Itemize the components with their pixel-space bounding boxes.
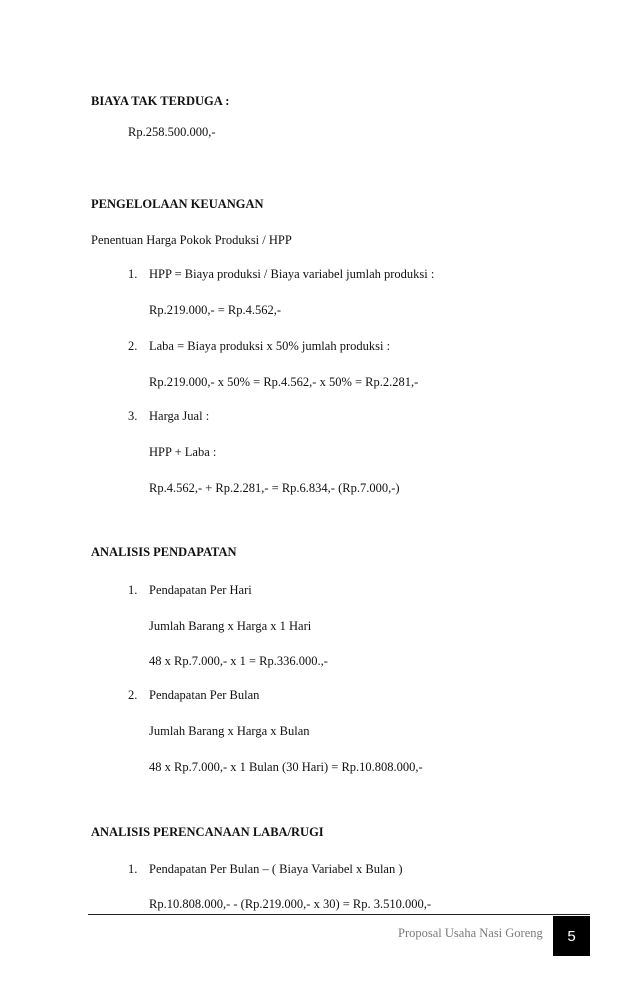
formula-line: 48 x Rp.7.000,- x 1 = Rp.336.000.,-	[149, 654, 328, 668]
list-number: 1.	[128, 583, 138, 597]
list-number: 2.	[128, 339, 138, 353]
list-number: 1.	[128, 267, 138, 281]
footer-divider	[88, 914, 590, 915]
formula-line: HPP + Laba :	[149, 445, 217, 459]
page-number-badge	[553, 916, 590, 956]
heading-pengelolaan-keuangan: PENGELOLAAN KEUANGAN	[91, 197, 264, 211]
footer-title: Proposal Usaha Nasi Goreng	[398, 926, 543, 940]
formula-line: Rp.219.000,- x 50% = Rp.4.562,- x 50% = Rp.2.281,-	[149, 375, 419, 389]
list-item-label: HPP = Biaya produksi / Biaya variabel jumlah produksi :	[149, 267, 435, 281]
page-number: 5	[567, 927, 576, 945]
list-number: 2.	[128, 688, 138, 702]
formula-line: 48 x Rp.7.000,- x 1 Bulan (30 Hari) = Rp.10.808.000,-	[149, 760, 423, 774]
formula-line: Jumlah Barang x Harga x Bulan	[149, 724, 310, 738]
biaya-tak-terduga-amount: Rp.258.500.000,-	[128, 125, 216, 139]
list-item-label: Harga Jual :	[149, 409, 210, 423]
heading-analisis-pendapatan: ANALISIS PENDAPATAN	[91, 545, 237, 559]
formula-line: Jumlah Barang x Harga x 1 Hari	[149, 619, 312, 633]
formula-line: Rp.219.000,- = Rp.4.562,-	[149, 303, 282, 317]
formula-line: Rp.4.562,- + Rp.2.281,- = Rp.6.834,- (Rp.7.000,-)	[149, 481, 400, 495]
list-item-label: Pendapatan Per Hari	[149, 583, 252, 597]
heading-analisis-perencanaan: ANALISIS PERENCANAAN LABA/RUGI	[91, 825, 324, 839]
list-number: 3.	[128, 409, 138, 423]
list-item-label: Pendapatan Per Bulan – ( Biaya Variabel x Bulan )	[149, 862, 403, 876]
heading-biaya-tak-terduga: BIAYA TAK TERDUGA :	[91, 94, 230, 108]
list-item-label: Pendapatan Per Bulan	[149, 688, 260, 702]
list-number: 1.	[128, 862, 138, 876]
formula-line: Rp.10.808.000,- - (Rp.219.000,- x 30) = Rp. 3.510.000,-	[149, 897, 432, 911]
subheading-hpp: Penentuan Harga Pokok Produksi / HPP	[91, 233, 292, 247]
list-item-label: Laba = Biaya produksi x 50% jumlah produksi :	[149, 339, 391, 353]
